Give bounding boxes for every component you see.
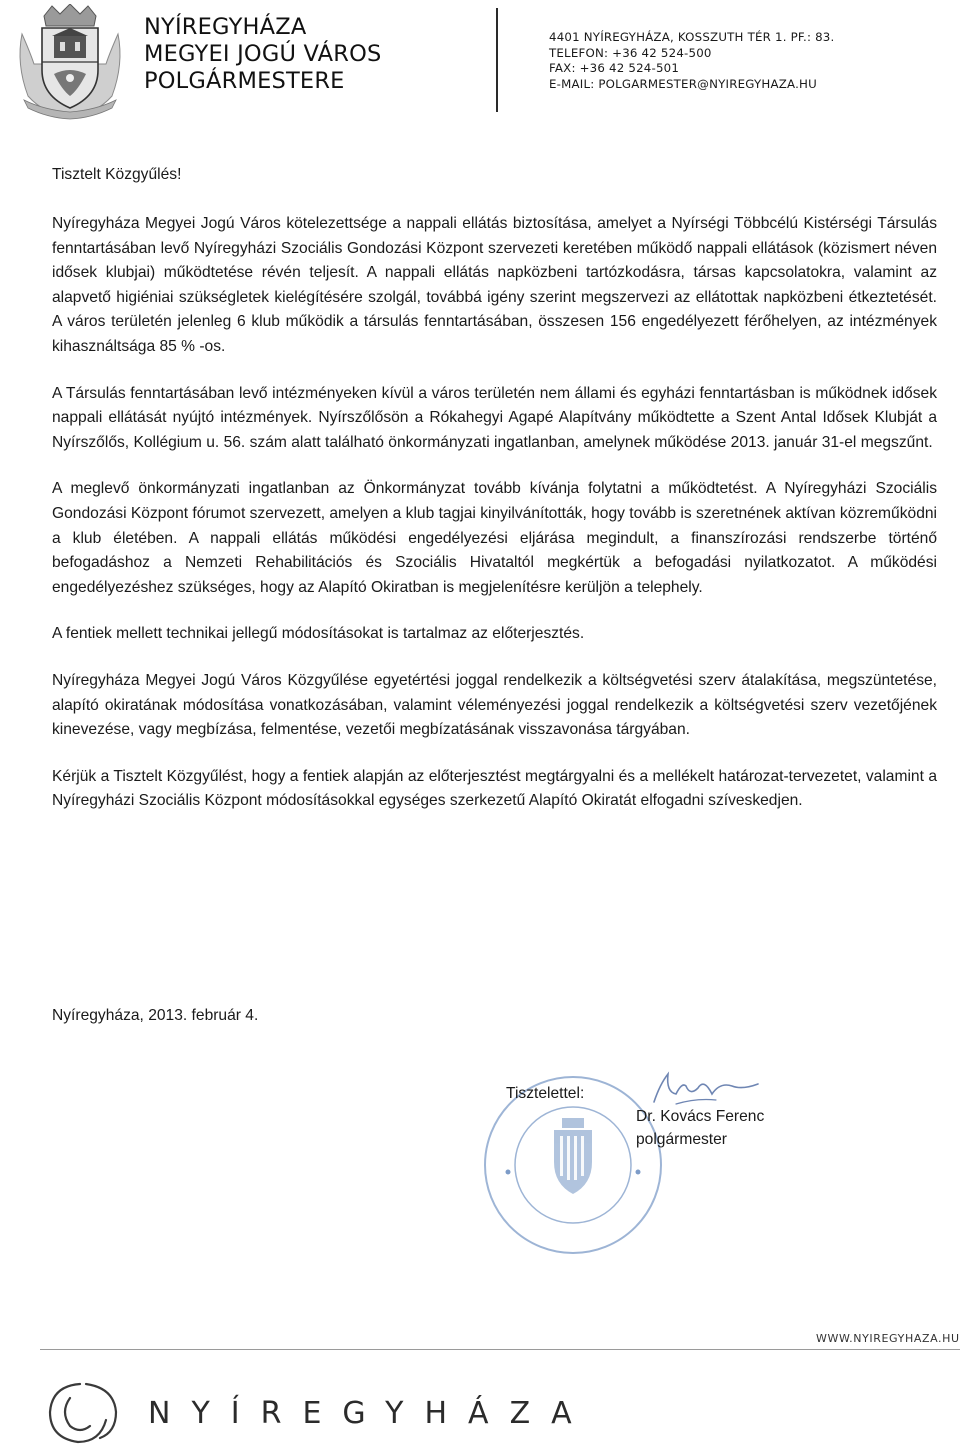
paragraph: A fentiek mellett technikai jellegű módosításokat is tartalmaz az előterjesztés.	[52, 625, 585, 643]
postal-address: 4401 NYÍREGYHÁZA, KOSSZUTH TÉR 1. PF.: 83.	[549, 30, 835, 44]
issuer-name	[144, 14, 484, 95]
issuer-line-1: NYÍREGYHÁZA	[144, 14, 307, 40]
footer-divider	[40, 1349, 960, 1350]
letter-date: Nyíregyháza, 2013. február 4.	[52, 1007, 259, 1024]
issuer-line-3: POLGÁRMESTERE	[144, 68, 345, 94]
footer-brand-name: NYÍREGYHÁZA	[148, 1396, 593, 1431]
paragraph: Kérjük a Tisztelt Közgyűlést, hogy a fentiek alapján az előterjesztést megtárgyalni és a mellékelt határozat-tervezetet, valamint a Nyíregyházi Szociális Központ módosításokkal egységes szerkezetű Alapító Okiratát elfogadni szíveskedjen.	[52, 767, 937, 810]
letter-body	[52, 212, 937, 814]
coat-of-arms-icon	[14, 4, 126, 120]
contact-block	[549, 30, 949, 92]
signer-name: Dr. Kovács Ferenc	[636, 1108, 765, 1125]
issuer-line-2: MEGYEI JOGÚ VÁROS	[144, 41, 382, 67]
email-address: E-MAIL: POLGARMESTER@NYIREGYHAZA.HU	[549, 76, 817, 91]
fax-number: FAX: +36 42 524-501	[549, 61, 680, 76]
closing-regards: Tisztelettel:	[506, 1085, 585, 1102]
phone-number: TELEFON: +36 42 524-500	[549, 45, 712, 60]
paragraph: Nyíregyháza Megyei Jogú Város kötelezettsége a nappali ellátás biztosítása, amelyet a Nyírségi Többcélú Kistérségi Társulás fenntartásában levő Nyíregyházi Szociális Gondozási Központ szervezeti keretében működő nappali ellátások (közismert néven idősek klubjai) működtetése révén teljesít. A nappali ellátás napközbeni tartózkodásra, társas kapcsolatokra, valamint az alapvető higiéniai szükségletek kielégítésére szolgál, továbbá igény szerint megszervezi az ellátottak napközbeni étkeztetését. A város területén jelenleg 6 klub működik a társulás fenntartásában, összesen 156 engedélyezett férőhelyen, az intézmények kihasználtsága 85 % -os.	[52, 215, 937, 355]
paragraph: Nyíregyháza Megyei Jogú Város Közgyűlése egyetértési joggal rendelkezik a költségvetési szerv átalakítása, megszüntetése, alapító okiratának módosítása vonatkozásában, valamint véleményezési joggal rendelkezik a költségvetési szerv vezetőjének kinevezése, vagy megbízása, felmentése, vezetői megbízatásának visszavonása tárgyában.	[52, 671, 937, 739]
signer-title: polgármester	[636, 1131, 728, 1148]
signer-block	[636, 1105, 764, 1151]
city-swirl-logo-icon	[40, 1376, 128, 1448]
paragraph: A meglevő önkormányzati ingatlanban az Önkormányzat tovább kívánja folytatni a működtetést. A Nyíregyházi Szociális Gondozási Központ fórumot szervezett, amelyen a klub tagjai kinyilvánították, hogy tovább is szeretnének aktívan közreműködni a klub életében. A nappali ellátás működési engedélyezési eljárása megindult, a finanszírozási rendszerbe történő befogadáshoz a Nemzeti Rehabilitációs és Szociális Hivataltól megkértük a befogadási nyilatkozatot. A működési engedélyezéshez szükséges, hogy az Alapító Okiratban is megjelenítésre kerüljön a telephely.	[52, 480, 937, 596]
header-divider	[496, 8, 498, 112]
salutation: Tisztelt Közgyűlés!	[52, 166, 182, 183]
paragraph: A Társulás fenntartásában levő intézményeken kívül a város területén nem állami és egyházi fenntartásban is működnek idősek nappali ellátását nyújtó intézmények. Nyírszőlősön a Rókahegyi Agapé Alapítvány működtette a Szent Antal Idősek Klubját a Nyírszőlős, Kollégium u. 56. szám alatt található önkormányzati ingatlanban, amelynek működése 2013. január 31-el megszűnt.	[52, 384, 937, 451]
website-url: WWW.NYIREGYHAZA.HU	[816, 1332, 960, 1345]
